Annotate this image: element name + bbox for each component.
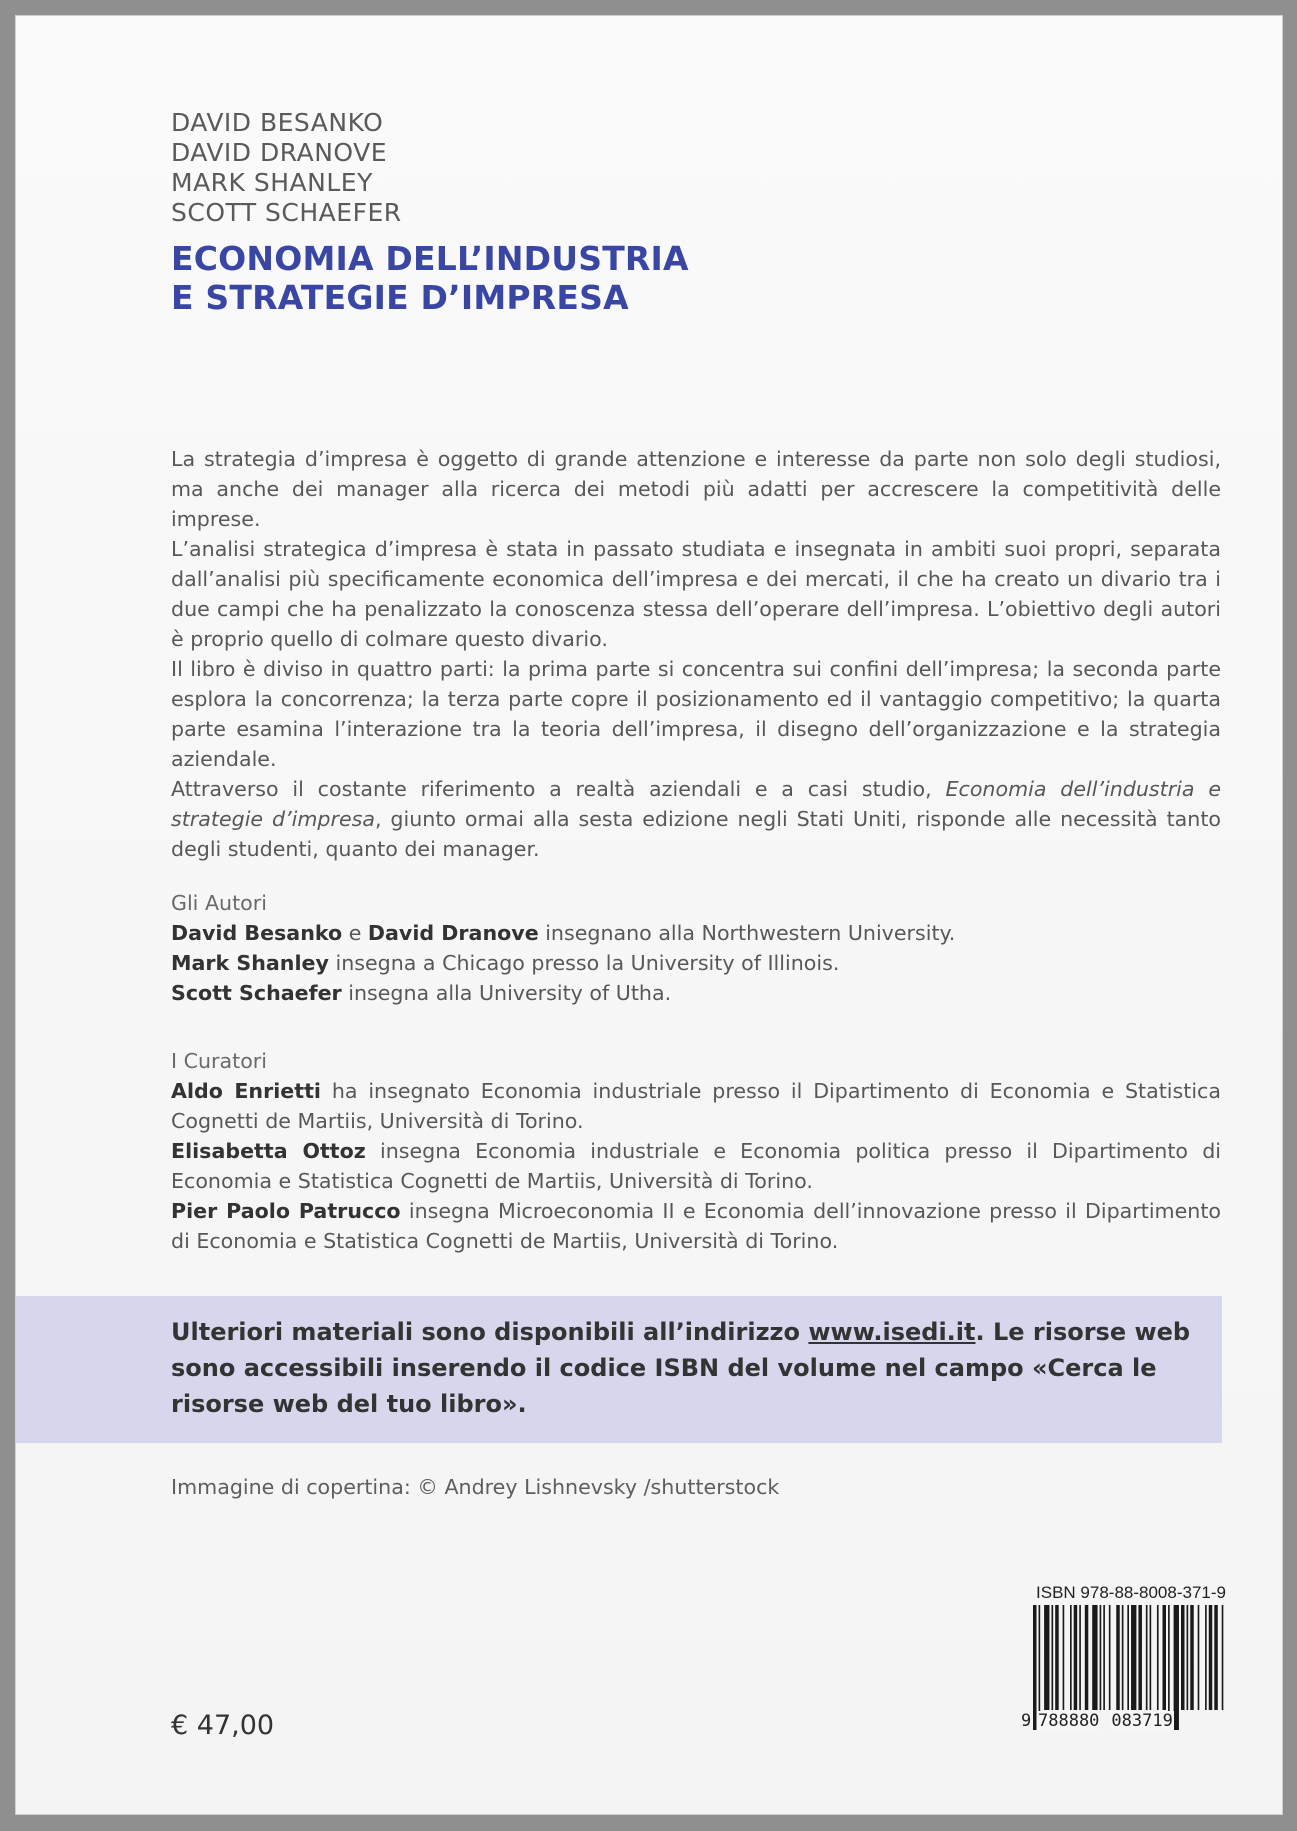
section-heading: Gli Autori <box>171 891 267 915</box>
author-name: DAVID BESANKO <box>171 108 384 137</box>
editor-name-bold: Pier Paolo Patrucco <box>171 1199 401 1223</box>
author-name-bold: Mark Shanley <box>171 951 329 975</box>
description-paragraph: Il libro è diviso in quattro parti: la prima parte si concentra sui confini dell’impresa; la seconda parte esplora la concorrenza; la terza parte copre il posizionamento ed il vantaggio competitivo; la quarta parte esamina l’interazione tra la teoria dell’impresa, il disegno dell’organizzazione e la strategia aziendale. <box>171 657 1221 771</box>
author-bio <box>171 978 1221 1008</box>
banner-text-part: . Le risorse web sono accessibili inserendo il codice ISBN del volume nel campo «Cerca le risorse web del tuo libro». <box>171 1318 1191 1418</box>
editor-bio <box>171 1196 1221 1256</box>
barcode-bar <box>1190 1605 1194 1710</box>
author-name: DAVID DRANOVE <box>171 138 388 167</box>
author-name-bold: Scott Schaefer <box>171 981 342 1005</box>
barcode-bar <box>1085 1605 1089 1710</box>
editor-bio-text: insegna Microeconomia II e Economia dell’innovazione presso il Dipartimento di Economia e Statistica Cognetti de Martiis, Università di Torino. <box>171 1199 1221 1253</box>
barcode-bar <box>1127 1605 1129 1710</box>
editor-bio <box>171 1076 1221 1136</box>
conjunction-text: e <box>342 921 368 945</box>
banner-text-part: Ulteriori materiali sono disponibili all’indirizzo <box>171 1318 809 1346</box>
barcode-bar <box>1063 1605 1065 1710</box>
barcode-bar <box>1205 1605 1207 1710</box>
book-back-cover <box>15 15 1283 1815</box>
price-label: € 47,00 <box>171 1710 275 1741</box>
barcode-bar <box>1055 1605 1059 1710</box>
barcode-bar <box>1214 1605 1218 1710</box>
barcode-bar <box>1187 1605 1189 1710</box>
barcode-bar <box>1157 1605 1159 1710</box>
barcode-bar <box>1198 1605 1200 1710</box>
website-link[interactable]: www.isedi.it <box>808 1318 976 1346</box>
author-bio <box>171 948 1221 978</box>
book-description <box>171 444 1221 864</box>
editor-bio-text: ha insegnato Economia industriale presso il Dipartimento di Economia e Statistica Cognetti de Martiis, Università di Torino. <box>171 1079 1221 1133</box>
book-title <box>171 239 871 317</box>
barcode-bar <box>1163 1605 1167 1710</box>
barcode-bar <box>1146 1605 1148 1710</box>
barcode-digits <box>1021 1711 1226 1731</box>
barcode-bar <box>1092 1605 1097 1710</box>
barcode-digit-group: 788880 <box>1038 1711 1100 1731</box>
editor-name-bold: Elisabetta Ottoz <box>171 1139 366 1163</box>
authors-section <box>171 888 1221 1008</box>
author-bio-text: insegnano alla Northwestern University. <box>538 921 956 945</box>
barcode-bar <box>1222 1605 1224 1710</box>
book-title-line: E STRATEGIE D’IMPRESA <box>171 278 629 317</box>
barcode-bar <box>1181 1605 1185 1710</box>
editor-bio-text: insegna Economia industriale e Economia politica presso il Dipartimento di Economia e Statistica Cognetti de Martiis, Università di Torino. <box>171 1139 1221 1193</box>
description-paragraph <box>171 774 1221 864</box>
web-resources-banner <box>16 1296 1222 1443</box>
editors-section <box>171 1046 1221 1256</box>
barcode-bar <box>1070 1605 1072 1710</box>
barcode-bar <box>1109 1605 1111 1710</box>
banner-text <box>171 1314 1211 1422</box>
barcode-bar <box>1138 1605 1142 1710</box>
barcode-bar <box>1150 1605 1152 1710</box>
description-paragraph: L’analisi strategica d’impresa è stata in passato studiata e insegnata in ambiti suoi propri, separata dall’analisi più specificamente economica dell’impresa e dei mercati, il che ha creato un divario tra i due campi che ha penalizzato la conoscenza stessa dell’operare dell’impresa. L’obiettivo degli autori è proprio quello di colmare questo divario. <box>171 537 1221 651</box>
book-title-italic: Economia dell’industria e strategie d’impresa <box>171 777 1221 831</box>
barcode-digit-group: 083719 <box>1111 1711 1173 1731</box>
barcode-bar <box>1100 1605 1102 1710</box>
barcode-bar <box>1209 1605 1213 1710</box>
description-paragraph: La strategia d’impresa è oggetto di grande attenzione e interesse da parte non solo degli studiosi, ma anche dei manager alla ricerca dei metodi più adatti per accrescere la competitività delle imprese. <box>171 447 1221 531</box>
cover-image-credit: Immagine di copertina: © Andrey Lishnevsky /shutterstock <box>171 1475 780 1499</box>
barcode-bar <box>1131 1605 1136 1710</box>
description-text: , giunto ormai alla sesta edizione negli Stati Uniti, risponde alle necessità tanto degli studenti, quanto dei manager. <box>171 807 1221 861</box>
author-name: SCOTT SCHAEFER <box>171 198 402 227</box>
author-list <box>171 108 402 228</box>
author-name-bold: David Besanko <box>171 921 343 945</box>
author-name-bold: David Dranove <box>367 921 539 945</box>
barcode-first-digit: 9 <box>1021 1711 1032 1731</box>
editor-name-bold: Aldo Enrietti <box>171 1079 321 1103</box>
editor-bio <box>171 1136 1221 1196</box>
barcode-bar <box>1122 1605 1124 1710</box>
author-bio-text: insegna a Chicago presso la University of Illinois. <box>328 951 840 975</box>
barcode-bar <box>1116 1605 1120 1710</box>
isbn-label: ISBN 978-88-8008-371-9 <box>1036 1583 1226 1602</box>
barcode-bar <box>1103 1605 1105 1710</box>
description-text: Attraverso il costante riferimento a realtà aziendali e a casi studio, <box>171 777 946 801</box>
section-heading: I Curatori <box>171 1049 268 1073</box>
barcode-bar <box>1074 1605 1078 1710</box>
author-name: MARK SHANLEY <box>171 168 373 197</box>
barcode-bar <box>1052 1605 1054 1710</box>
page-content <box>16 16 1282 1814</box>
author-bio <box>171 918 1221 948</box>
barcode-bar <box>1079 1605 1081 1710</box>
book-title-line: ECONOMIA DELL’INDUSTRIA <box>171 239 689 278</box>
barcode-bar <box>1044 1605 1049 1710</box>
author-bio-text: insegna alla University of Utha. <box>341 981 672 1005</box>
